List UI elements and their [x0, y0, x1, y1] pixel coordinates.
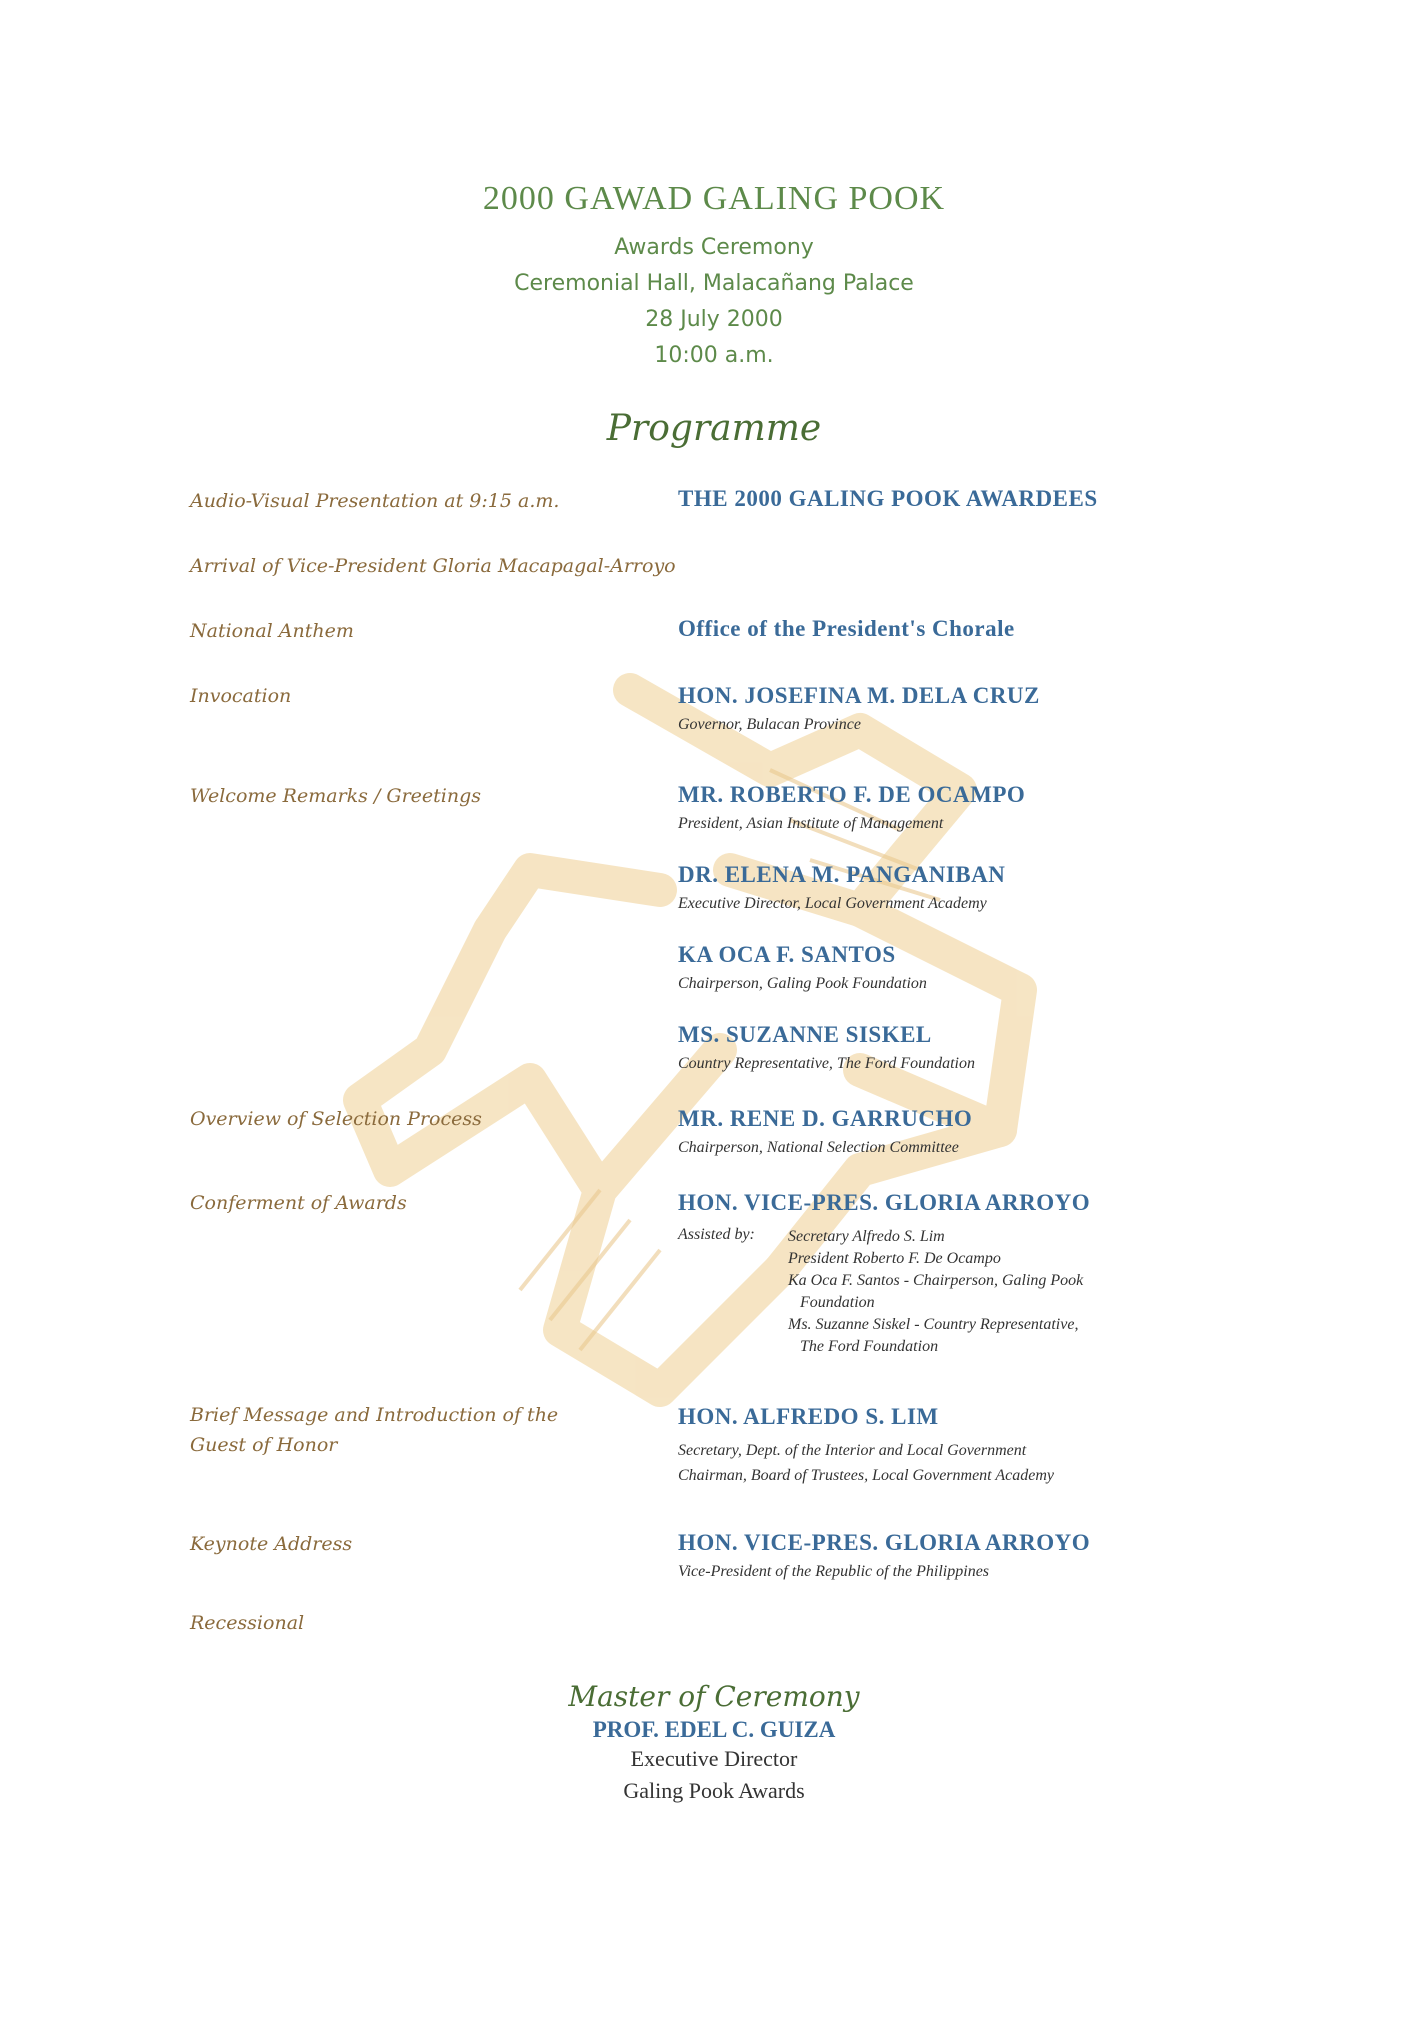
- assistant-line: Ms. Suzanne Siskel - Country Representative,: [788, 1316, 1079, 1333]
- assistants-list: [788, 1226, 1083, 1358]
- speaker-name: MR. RENE D. GARRUCHO: [678, 1106, 973, 1131]
- speaker-name: MS. SUZANNE SISKEL: [678, 1022, 932, 1047]
- speaker-name: HON. ALFREDO S. LIM: [678, 1404, 939, 1429]
- programme-label: Recessional: [190, 1612, 305, 1634]
- speaker-title: Executive Director, Local Government Academy: [678, 895, 987, 912]
- speaker-name: HON. JOSEFINA M. DELA CRUZ: [678, 683, 1040, 708]
- speaker-name: MR. ROBERTO F. DE OCAMPO: [678, 782, 1026, 807]
- event-venue: Ceremonial Hall, Malacañang Palace: [514, 271, 914, 296]
- programme-label: Brief Message and Introduction of the Guest of Honor: [190, 1404, 559, 1456]
- programme-heading: Programme: [606, 408, 822, 449]
- programme-entry: [678, 1530, 1238, 1581]
- programme-label: Audio-Visual Presentation at 9:15 a.m.: [190, 490, 560, 512]
- programme-entry: [678, 782, 1238, 833]
- programme-entry: [678, 862, 1238, 913]
- programme-entry: [678, 683, 1238, 734]
- programme-label: Arrival of Vice-President Gloria Macapagal-Arroyo: [190, 555, 676, 577]
- speaker-name: HON. VICE-PRES. GLORIA ARROYO: [678, 1530, 1091, 1555]
- assistant-line: The Ford Foundation: [800, 1338, 939, 1355]
- programme-entry: [678, 1190, 1238, 1358]
- speaker-name: THE 2000 GALING POOK AWARDEES: [678, 486, 1098, 511]
- programme-label: Keynote Address: [190, 1533, 353, 1555]
- mc-name: PROF. EDEL C. GUIZA: [592, 1717, 836, 1742]
- programme-label: Invocation: [190, 685, 292, 707]
- event-date: 28 July 2000: [645, 307, 783, 332]
- speaker-name: Office of the President's Chorale: [678, 616, 1015, 641]
- assisted-by-label: Assisted by:: [678, 1226, 755, 1243]
- programme-entry: [678, 1106, 1238, 1157]
- event-header: [0, 180, 1428, 374]
- speaker-title: Country Representative, The Ford Foundation: [678, 1055, 975, 1072]
- speaker-title: Governor, Bulacan Province: [678, 716, 861, 733]
- programme-label: Welcome Remarks / Greetings: [190, 785, 482, 807]
- speaker-title: Chairperson, National Selection Committee: [678, 1139, 959, 1156]
- programme-entry: [678, 486, 1238, 512]
- assistant-line: Ka Oca F. Santos - Chairperson, Galing Pook: [788, 1272, 1084, 1289]
- master-of-ceremony: [0, 1680, 1428, 1807]
- speaker-title: Secretary, Dept. of the Interior and Local Government: [678, 1442, 1027, 1459]
- event-subtitle: Awards Ceremony: [614, 235, 814, 260]
- programme-entry: [678, 616, 1238, 642]
- programme-label: National Anthem: [190, 620, 354, 642]
- assistant-line: Foundation: [800, 1294, 875, 1311]
- speaker-title: Vice-President of the Republic of the Philippines: [678, 1563, 990, 1580]
- programme-entry: [678, 1022, 1238, 1073]
- event-title: 2000 GAWAD GALING POOK: [482, 180, 946, 217]
- assisted-by-block: [678, 1226, 1238, 1358]
- programme-entry: [678, 942, 1238, 993]
- speaker-title: Chairperson, Galing Pook Foundation: [678, 975, 927, 992]
- assistant-line: Secretary Alfredo S. Lim: [788, 1228, 945, 1245]
- assistant-line: President Roberto F. De Ocampo: [788, 1250, 1001, 1267]
- programme-label: Overview of Selection Process: [190, 1108, 482, 1130]
- event-time: 10:00 a.m.: [654, 343, 774, 368]
- speaker-title: President, Asian Institute of Management: [678, 815, 944, 832]
- speaker-name: KA OCA F. SANTOS: [678, 942, 896, 967]
- programme-entry: [678, 1404, 1238, 1485]
- speaker-title: Chairman, Board of Trustees, Local Government Academy: [678, 1467, 1054, 1484]
- mc-organization: Galing Pook Awards: [623, 1778, 805, 1803]
- speaker-name: HON. VICE-PRES. GLORIA ARROYO: [678, 1190, 1091, 1215]
- mc-heading: Master of Ceremony: [568, 1680, 860, 1713]
- speaker-name: DR. ELENA M. PANGANIBAN: [678, 862, 1006, 887]
- programme-label: Conferment of Awards: [190, 1192, 407, 1214]
- mc-title: Executive Director: [630, 1746, 798, 1771]
